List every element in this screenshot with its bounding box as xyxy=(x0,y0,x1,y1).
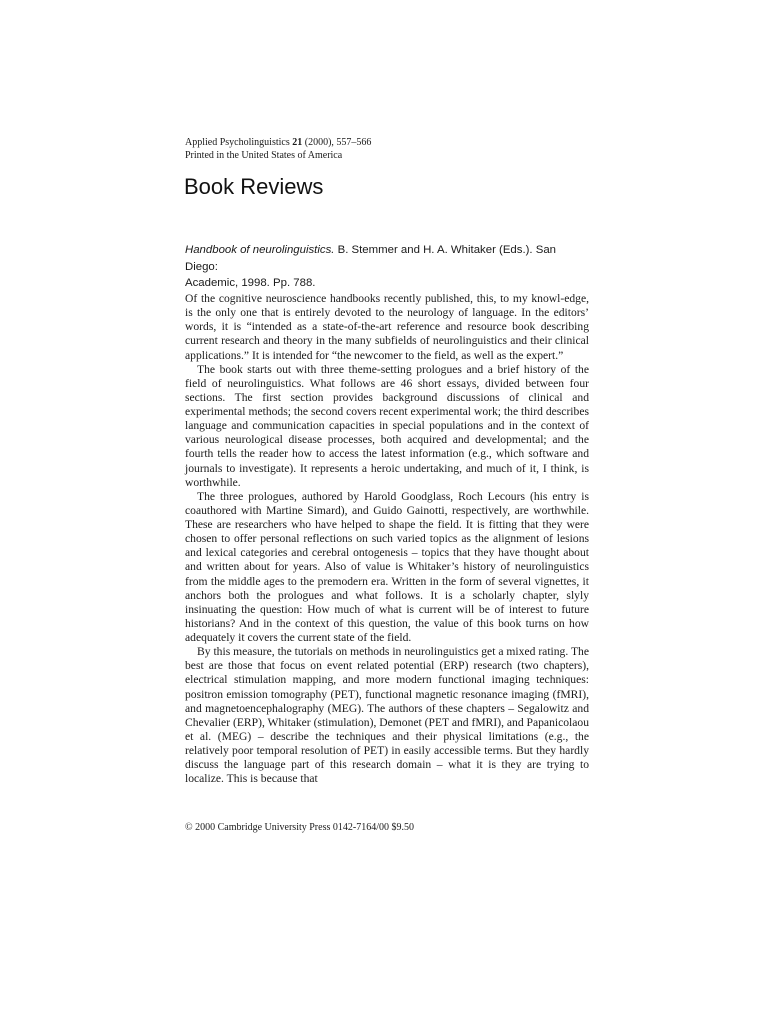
paragraph: Of the cognitive neuroscience handbooks recently published, this, to my knowl-edge, is the only one that is entirely devoted to the neurology of language. In the editors’ words, it is “intended as a state-of-the-art reference and resource book describing current research and theory in the many subfields of neurolinguistics and their clinical applications.” It is intended for “the newcomer to the field, as well as the expert.” xyxy=(185,292,589,362)
citation-line-2: Academic, 1998. Pp. 788. xyxy=(185,277,316,289)
citation-authors: B. Stemmer and H. A. Whitaker (Eds.). San Diego: xyxy=(185,244,556,273)
paragraph: The three prologues, authored by Harold Goodglass, Roch Lecours (his entry is coauthored with Martine Simard), and Guido Gainotti, respectively, are worthwhile. These are researchers who have helped to shape the field. It is fitting that they were chosen to offer personal reflections on such varied topics as the alignment of lesions and lexical categories and cerebral ontogenesis – topics that they have thought about and written about for years. Also of value is Whitaker’s history of neurolinguistics from the middle ages to the premodern era. Written in the form of several vignettes, it anchors both the prologues and what follows. It is a scholarly chapter, slyly insinuating the question: How much of what is current will be of interest to future historians? And in the context of this question, the value of this book turns on how adequately it covers the current state of the field. xyxy=(185,489,589,644)
paragraph: By this measure, the tutorials on methods in neurolinguistics get a mixed rating. The best are those that focus on event related potential (ERP) research (two chapters), electrical stimulation mapping, and more modern functional imaging techniques: positron emission tomography (PET), functional magnetic resonance imaging (fMRI), and magnetoencephalography (MEG). The authors of these chapters – Segalowitz and Chevalier (ERP), Whitaker (stimulation), Demonet (PET and fMRI), and Papanicolaou et al. (MEG) – describe the techniques and their physical limitations (e.g., the relatively poor temporal resolution of PET) in easily accessible terms. But they hardly discuss the language part of this research domain – what it is they are trying to localize. This is because that xyxy=(185,645,589,786)
review-body xyxy=(185,292,589,786)
journal-name: Applied Psycholinguistics xyxy=(185,137,290,148)
paragraph: The book starts out with three theme-setting prologues and a brief history of the field of neurolinguistics. What follows are 46 short essays, divided between four sections. The first section provides background discussions of clinical and experimental methods; the second covers recent experimental work; the third describes language and communication capacities in special populations and in the context of various neurological disease processes, both acquired and developmental; and the fourth tells the reader how to access the latest information (e.g., which software and journals to investigate). It represents a heroic undertaking, and much of it, I think, is worthwhile. xyxy=(185,362,589,489)
journal-year-pages: (2000), 557–566 xyxy=(304,137,372,148)
journal-citation-line xyxy=(185,137,589,150)
journal-volume: 21 xyxy=(292,137,303,148)
book-title: Handbook of neurolinguistics. xyxy=(185,244,335,256)
printed-location: Printed in the United States of America xyxy=(185,149,343,161)
journal-header xyxy=(185,137,589,162)
section-title: Book Reviews xyxy=(184,174,324,199)
citation-line-1 xyxy=(185,242,589,275)
copyright-notice: © 2000 Cambridge University Press 0142-7164/00 $9.50 xyxy=(185,822,414,833)
review-citation xyxy=(185,242,589,292)
